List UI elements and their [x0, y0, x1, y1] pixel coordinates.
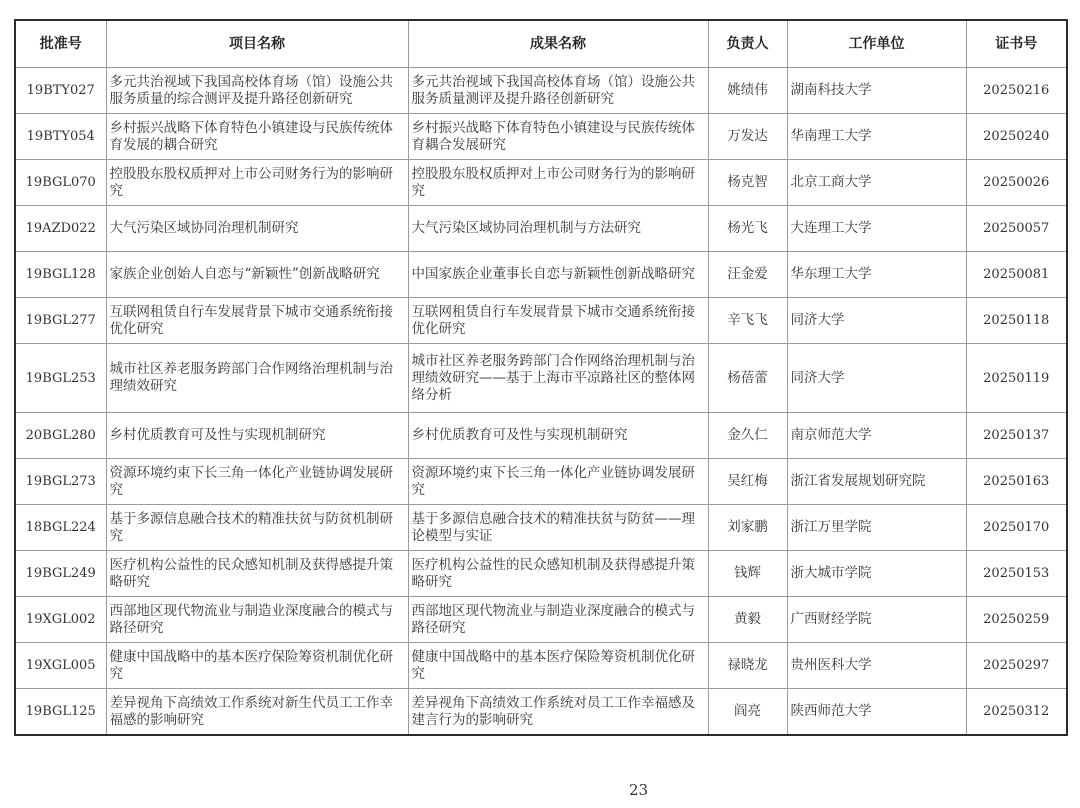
result-name-cell: 资源环境约束下长三角一体化产业链协调发展研究 — [408, 459, 708, 505]
work-unit-cell: 华南理工大学 — [787, 114, 966, 160]
cert-no-cell: 20250240 — [966, 114, 1067, 160]
project-name-cell: 基于多源信息融合技术的精准扶贫与防贫机制研究 — [106, 505, 408, 551]
leader-cell: 姚绩伟 — [708, 68, 787, 114]
cert-no-cell: 20250137 — [966, 413, 1067, 459]
project-name-cell: 资源环境约束下长三角一体化产业链协调发展研究 — [106, 459, 408, 505]
project-name-cell: 大气污染区域协同治理机制研究 — [106, 206, 408, 252]
result-name-cell: 控股股东股权质押对上市公司财务行为的影响研究 — [408, 160, 708, 206]
approval-no-cell: 19BGL125 — [15, 689, 106, 736]
result-name-cell: 多元共治视域下我国高校体育场（馆）设施公共服务质量测评及提升路径创新研究 — [408, 68, 708, 114]
project-name-cell — [106, 68, 408, 114]
cert-no-cell: 20250153 — [966, 551, 1067, 597]
leader-cell: 万发达 — [708, 114, 787, 160]
cert-no-cell: 20250057 — [966, 206, 1067, 252]
leader-cell: 金久仁 — [708, 413, 787, 459]
leader-cell: 杨光飞 — [708, 206, 787, 252]
leader-cell: 辛飞飞 — [708, 298, 787, 344]
approval-no-cell: 19AZD022 — [15, 206, 106, 252]
project-name-cell: 乡村振兴战略下体育特色小镇建设与民族传统体育发展的耦合研究 — [106, 114, 408, 160]
approval-no-cell: 19BTY054 — [15, 114, 106, 160]
result-name-cell: 大气污染区域协同治理机制与方法研究 — [408, 206, 708, 252]
cert-no-cell: 20250297 — [966, 643, 1067, 689]
work-unit-cell: 北京工商大学 — [787, 160, 966, 206]
header-approval-no: 批准号 — [15, 20, 106, 68]
approval-no-cell: 19XGL002 — [15, 597, 106, 643]
leader-cell: 禄晓龙 — [708, 643, 787, 689]
results-table — [14, 19, 1068, 736]
table-row — [15, 206, 1067, 252]
leader-cell: 黄毅 — [708, 597, 787, 643]
table-row — [15, 160, 1067, 206]
cert-no-cell: 20250170 — [966, 505, 1067, 551]
work-unit-cell: 同济大学 — [787, 298, 966, 344]
table-row — [15, 505, 1067, 551]
project-name-text: 多元共治视域下我国高校体育场（馆）设施公共服务质量的综合测评及提升路径创新研究 — [109, 73, 393, 107]
result-name-cell: 乡村优质教育可及性与实现机制研究 — [408, 413, 708, 459]
project-name-cell: 西部地区现代物流业与制造业深度融合的模式与路径研究 — [106, 597, 408, 643]
table-row — [15, 344, 1067, 413]
project-name-cell: 互联网租赁自行车发展背景下城市交通系统衔接优化研究 — [106, 298, 408, 344]
approval-no-cell: 20BGL280 — [15, 413, 106, 459]
project-name-cell: 医疗机构公益性的民众感知机制及获得感提升策略研究 — [106, 551, 408, 597]
table-row — [15, 114, 1067, 160]
work-unit-cell: 华东理工大学 — [787, 252, 966, 298]
table-row — [15, 298, 1067, 344]
approval-no-cell: 18BGL224 — [15, 505, 106, 551]
approval-no-cell: 19BGL070 — [15, 160, 106, 206]
work-unit-cell: 南京师范大学 — [787, 413, 966, 459]
leader-cell: 吴红梅 — [708, 459, 787, 505]
header-work-unit: 工作单位 — [787, 20, 966, 68]
table-row — [15, 252, 1067, 298]
table-row — [15, 68, 1067, 114]
work-unit-cell: 广西财经学院 — [787, 597, 966, 643]
cert-no-cell: 20250119 — [966, 344, 1067, 413]
work-unit-cell: 贵州医科大学 — [787, 643, 966, 689]
leader-cell: 钱辉 — [708, 551, 787, 597]
cert-no-cell: 20250312 — [966, 689, 1067, 736]
project-name-cell: 差异视角下高绩效工作系统对新生代员工工作幸福感的影响研究 — [106, 689, 408, 736]
approval-no-cell: 19BGL128 — [15, 252, 106, 298]
approval-no-cell: 19BGL253 — [15, 344, 106, 413]
header-project-name: 项目名称 — [106, 20, 408, 68]
work-unit-cell: 浙江省发展规划研究院 — [787, 459, 966, 505]
result-name-cell: 医疗机构公益性的民众感知机制及获得感提升策略研究 — [408, 551, 708, 597]
approval-no-cell: 19BGL277 — [15, 298, 106, 344]
work-unit-cell: 浙大城市学院 — [787, 551, 966, 597]
project-name-cell: 乡村优质教育可及性与实现机制研究 — [106, 413, 408, 459]
table-row — [15, 551, 1067, 597]
approval-no-cell: 19XGL005 — [15, 643, 106, 689]
project-name-cell: 控股股东股权质押对上市公司财务行为的影响研究 — [106, 160, 408, 206]
project-name-cell: 健康中国战略中的基本医疗保险筹资机制优化研究 — [106, 643, 408, 689]
table-row — [15, 643, 1067, 689]
result-name-cell: 乡村振兴战略下体育特色小镇建设与民族传统体育耦合发展研究 — [408, 114, 708, 160]
result-name-cell: 基于多源信息融合技术的精准扶贫与防贫——理论模型与实证 — [408, 505, 708, 551]
result-name-cell: 互联网租赁自行车发展背景下城市交通系统衔接优化研究 — [408, 298, 708, 344]
leader-cell: 汪金爱 — [708, 252, 787, 298]
cert-no-cell: 20250026 — [966, 160, 1067, 206]
page-number: 23 — [628, 781, 649, 799]
work-unit-cell: 湖南科技大学 — [787, 68, 966, 114]
header-result-name: 成果名称 — [408, 20, 708, 68]
approval-no-cell: 19BGL249 — [15, 551, 106, 597]
leader-cell: 刘家鹏 — [708, 505, 787, 551]
cert-no-cell: 20250216 — [966, 68, 1067, 114]
table-header-row — [15, 20, 1067, 68]
result-name-cell: 西部地区现代物流业与制造业深度融合的模式与路径研究 — [408, 597, 708, 643]
leader-cell: 杨克智 — [708, 160, 787, 206]
approval-no-cell: 19BTY027 — [15, 68, 106, 114]
work-unit-cell: 陕西师范大学 — [787, 689, 966, 736]
cert-no-cell: 20250081 — [966, 252, 1067, 298]
table-row — [15, 689, 1067, 736]
leader-cell: 阎亮 — [708, 689, 787, 736]
leader-cell: 杨蓓蕾 — [708, 344, 787, 413]
project-name-cell: 城市社区养老服务跨部门合作网络治理机制与治理绩效研究 — [106, 344, 408, 413]
result-name-cell: 差异视角下高绩效工作系统对员工工作幸福感及建言行为的影响研究 — [408, 689, 708, 736]
work-unit-cell: 浙江万里学院 — [787, 505, 966, 551]
cert-no-cell: 20250163 — [966, 459, 1067, 505]
cert-no-cell: 20250118 — [966, 298, 1067, 344]
cert-no-cell: 20250259 — [966, 597, 1067, 643]
header-cert-no: 证书号 — [966, 20, 1067, 68]
approval-no-cell: 19BGL273 — [15, 459, 106, 505]
table-row — [15, 459, 1067, 505]
header-leader: 负责人 — [708, 20, 787, 68]
work-unit-cell: 同济大学 — [787, 344, 966, 413]
result-name-cell: 健康中国战略中的基本医疗保险筹资机制优化研究 — [408, 643, 708, 689]
table-row — [15, 597, 1067, 643]
work-unit-cell: 大连理工大学 — [787, 206, 966, 252]
table-row — [15, 413, 1067, 459]
result-name-cell: 城市社区养老服务跨部门合作网络治理机制与治理绩效研究——基于上海市平凉路社区的整体网络分析 — [408, 344, 708, 413]
result-name-cell: 中国家族企业董事长自恋与新颖性创新战略研究 — [408, 252, 708, 298]
project-name-cell: 家族企业创始人自恋与“新颖性”创新战略研究 — [106, 252, 408, 298]
